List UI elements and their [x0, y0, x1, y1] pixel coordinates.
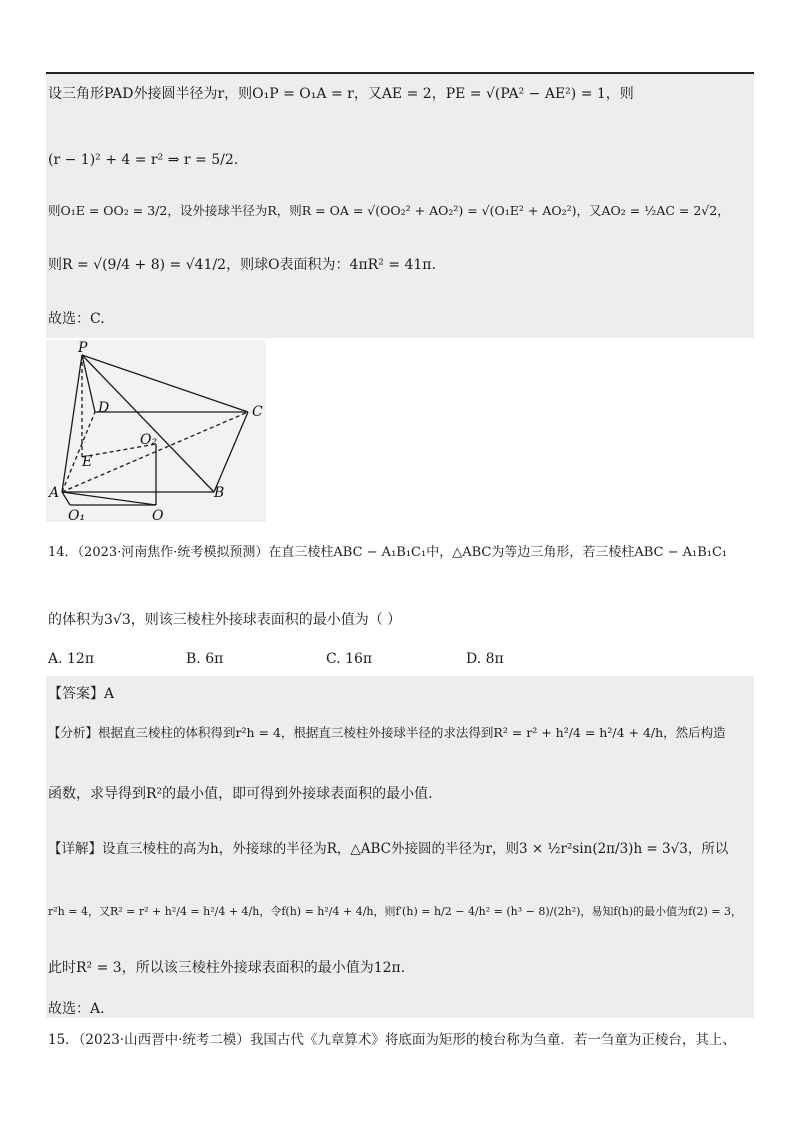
label-D: D — [98, 400, 110, 416]
label-B: B — [214, 485, 225, 501]
label-O1: O₁ — [68, 508, 86, 522]
answer-14-detail-3: 此时R² = 3，所以该三棱柱外接球表面积的最小值为12π. — [48, 960, 406, 976]
solution-13-line-1: 设三角形PAD外接圆半径为r，则O₁P = O₁A = r，又AE = 2，PE = √(PA² − AE²) = 1，则 — [48, 86, 634, 102]
answer-14-answer: 【答案】A — [48, 686, 115, 702]
label-C: C — [252, 404, 263, 420]
answer-14-analysis-2: 函数，求导得到R²的最小值，即可得到外接球表面积的最小值. — [48, 786, 433, 802]
label-A: A — [49, 485, 60, 501]
label-P: P — [78, 340, 88, 356]
option-a: A. 12π — [48, 651, 95, 667]
question-15-line-1: 15．（2023·山西晋中·统考二模）我国古代《九章算术》将底面为矩形的棱台称为刍童．若一刍童为正棱台，其上、 — [48, 1032, 736, 1048]
solution-13-line-2: (r − 1)² + 4 = r² ⇒ r = 5/2. — [48, 152, 239, 168]
label-O: O — [152, 508, 164, 522]
question-14-line-2: 的体积为3√3，则该三棱柱外接球表面积的最小值为（ ） — [48, 612, 402, 628]
pyramid-figure-svg — [46, 340, 266, 522]
answer-14-detail-1: 【详解】设直三棱柱的高为h，外接球的半径为R，△ABC外接圆的半径为r，则3 × ½r²sin(2π/3)h = 3√3，所以 — [48, 841, 729, 857]
option-d: D. 8π — [466, 651, 504, 667]
option-b: B. 6π — [186, 651, 224, 667]
label-O2: O₂ — [140, 432, 158, 448]
option-c: C. 16π — [326, 651, 373, 667]
solution-13-line-4: 则R = √(9/4 + 8) = √41/2，则球O表面积为：4πR² = 41π. — [48, 257, 436, 273]
solution-13-choice: 故选：C. — [48, 311, 105, 327]
question-14-line-1: 14．（2023·河南焦作·统考模拟预测）在直三棱柱ABC − A₁B₁C₁中，△ABC为等边三角形，若三棱柱ABC − A₁B₁C₁ — [48, 545, 728, 560]
answer-14-detail-2: r²h = 4，又R² = r² + h²/4 = h²/4 + 4/h，令f(h) = h²/4 + 4/h，则f′(h) = h/2 − 4/h² = (h³ − 8)/(2h²)，易知f(h)的最小值为f(2) = 3， — [48, 905, 743, 918]
solution-13-line-3: 则O₁E = OO₂ = 3/2，设外接球半径为R，则R = OA = √(OO₂² + AO₂²) = √(O₁E² + AO₂²)，又AO₂ = ½AC = 2√2， — [48, 203, 730, 218]
answer-14-choice: 故选：A. — [48, 1001, 105, 1017]
pyramid-figure — [46, 340, 266, 522]
label-E: E — [82, 454, 93, 470]
answer-14-analysis-1: 【分析】根据直三棱柱的体积得到r²h = 4，根据直三棱柱外接球半径的求法得到R² = r² + h²/4 = h²/4 + 4/h，然后构造 — [48, 725, 726, 740]
